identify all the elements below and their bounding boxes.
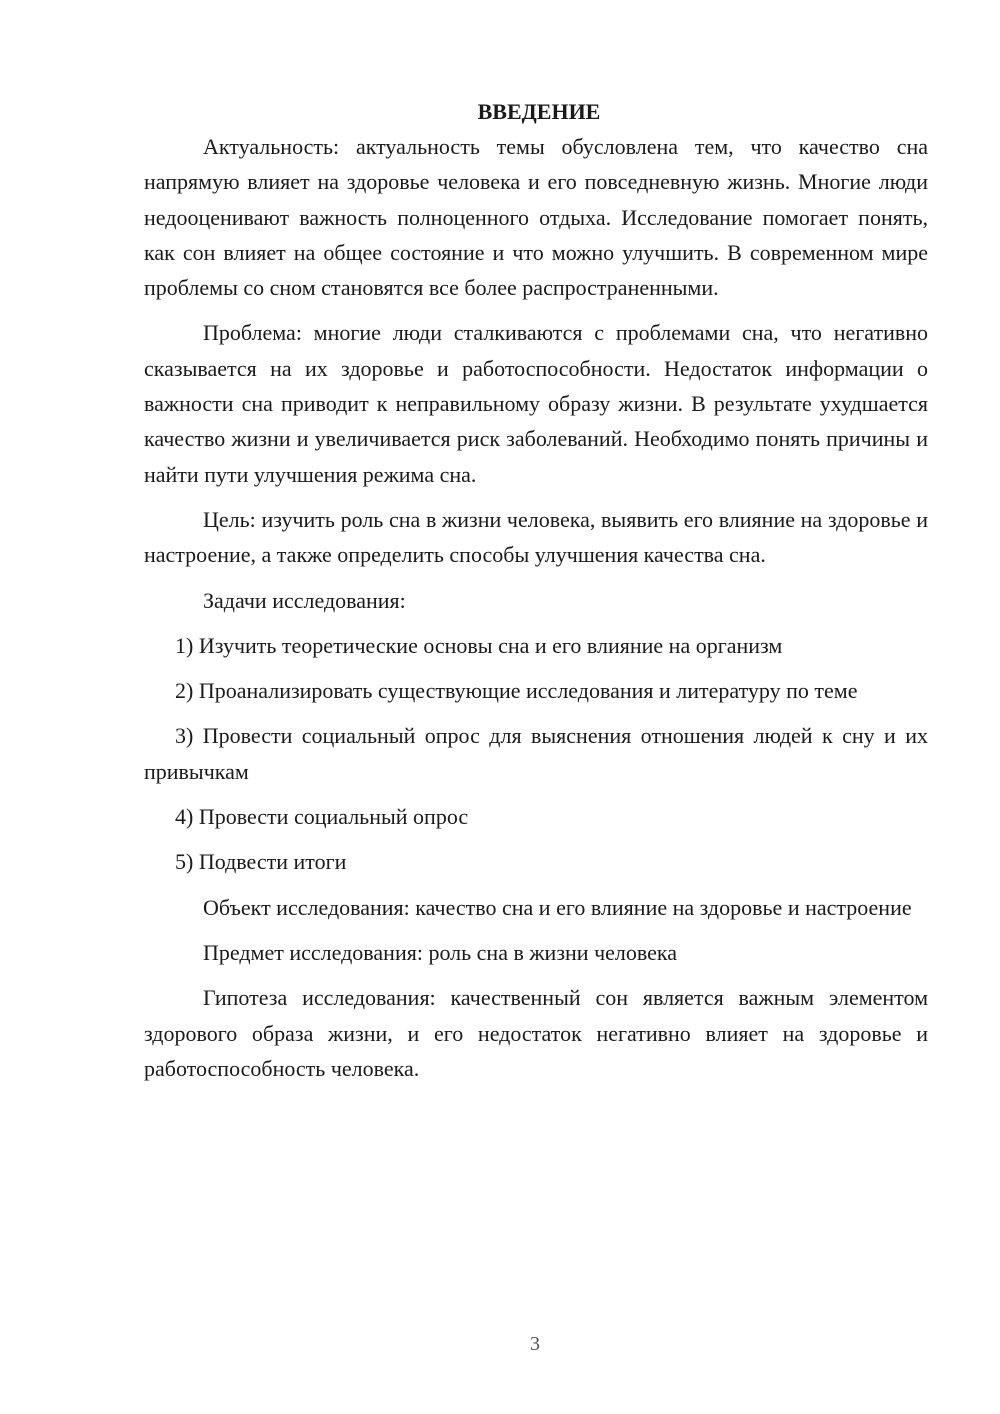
page-number: 3 [530, 1333, 540, 1355]
paragraph-relevance: Актуальность: актуальность темы обусловлена тем, что качество сна напрямую влияет на здоровье человека и его повседневную жизнь. Многие люди недооценивают важность полноценного отдыха. Исследование помогает понять, как сон влияет на общее состояние и что можно улучшить. В современном мире проблемы со сном становятся все более распространенными. [144, 134, 928, 301]
task-item-4: 4) Провести социальный опрос [175, 804, 469, 830]
task-item-3: 3) Провести социальный опрос для выяснения отношения людей к сну и их привычкам [144, 723, 928, 784]
tasks-heading: Задачи исследования: [203, 587, 406, 613]
paragraph-object: Объект исследования: качество сна и его влияние на здоровье и настроение [203, 894, 912, 920]
task-item-5: 5) Подвести итоги [175, 849, 347, 875]
page-title: ВВЕДЕНИЕ [477, 99, 601, 124]
task-item-2: 2) Проанализировать существующие исследования и литературу по теме [175, 678, 858, 704]
paragraph-hypothesis: Гипотеза исследования: качественный сон является важным элементом здорового образа жизни, и его недостаток негативно влияет на здоровье и работоспособность человека. [144, 985, 928, 1081]
paragraph-subject: Предмет исследования: роль сна в жизни человека [203, 939, 678, 965]
page-body [144, 94, 928, 1086]
paragraph-problem: Проблема: многие люди сталкиваются с проблемами сна, что негативно сказывается на их здоровье и работоспособности. Недостаток информации о важности сна приводит к неправильному образу жизни. В результате ухудшается качество жизни и увеличивается риск заболеваний. Необходимо понять причины и найти пути улучшения режима сна. [144, 320, 928, 487]
paragraph-goal: Цель: изучить роль сна в жизни человека, выявить его влияние на здоровье и настроение, а также определить способы улучшения качества сна. [144, 506, 928, 568]
task-item-1: 1) Изучить теоретические основы сна и его влияние на организм [175, 632, 783, 658]
